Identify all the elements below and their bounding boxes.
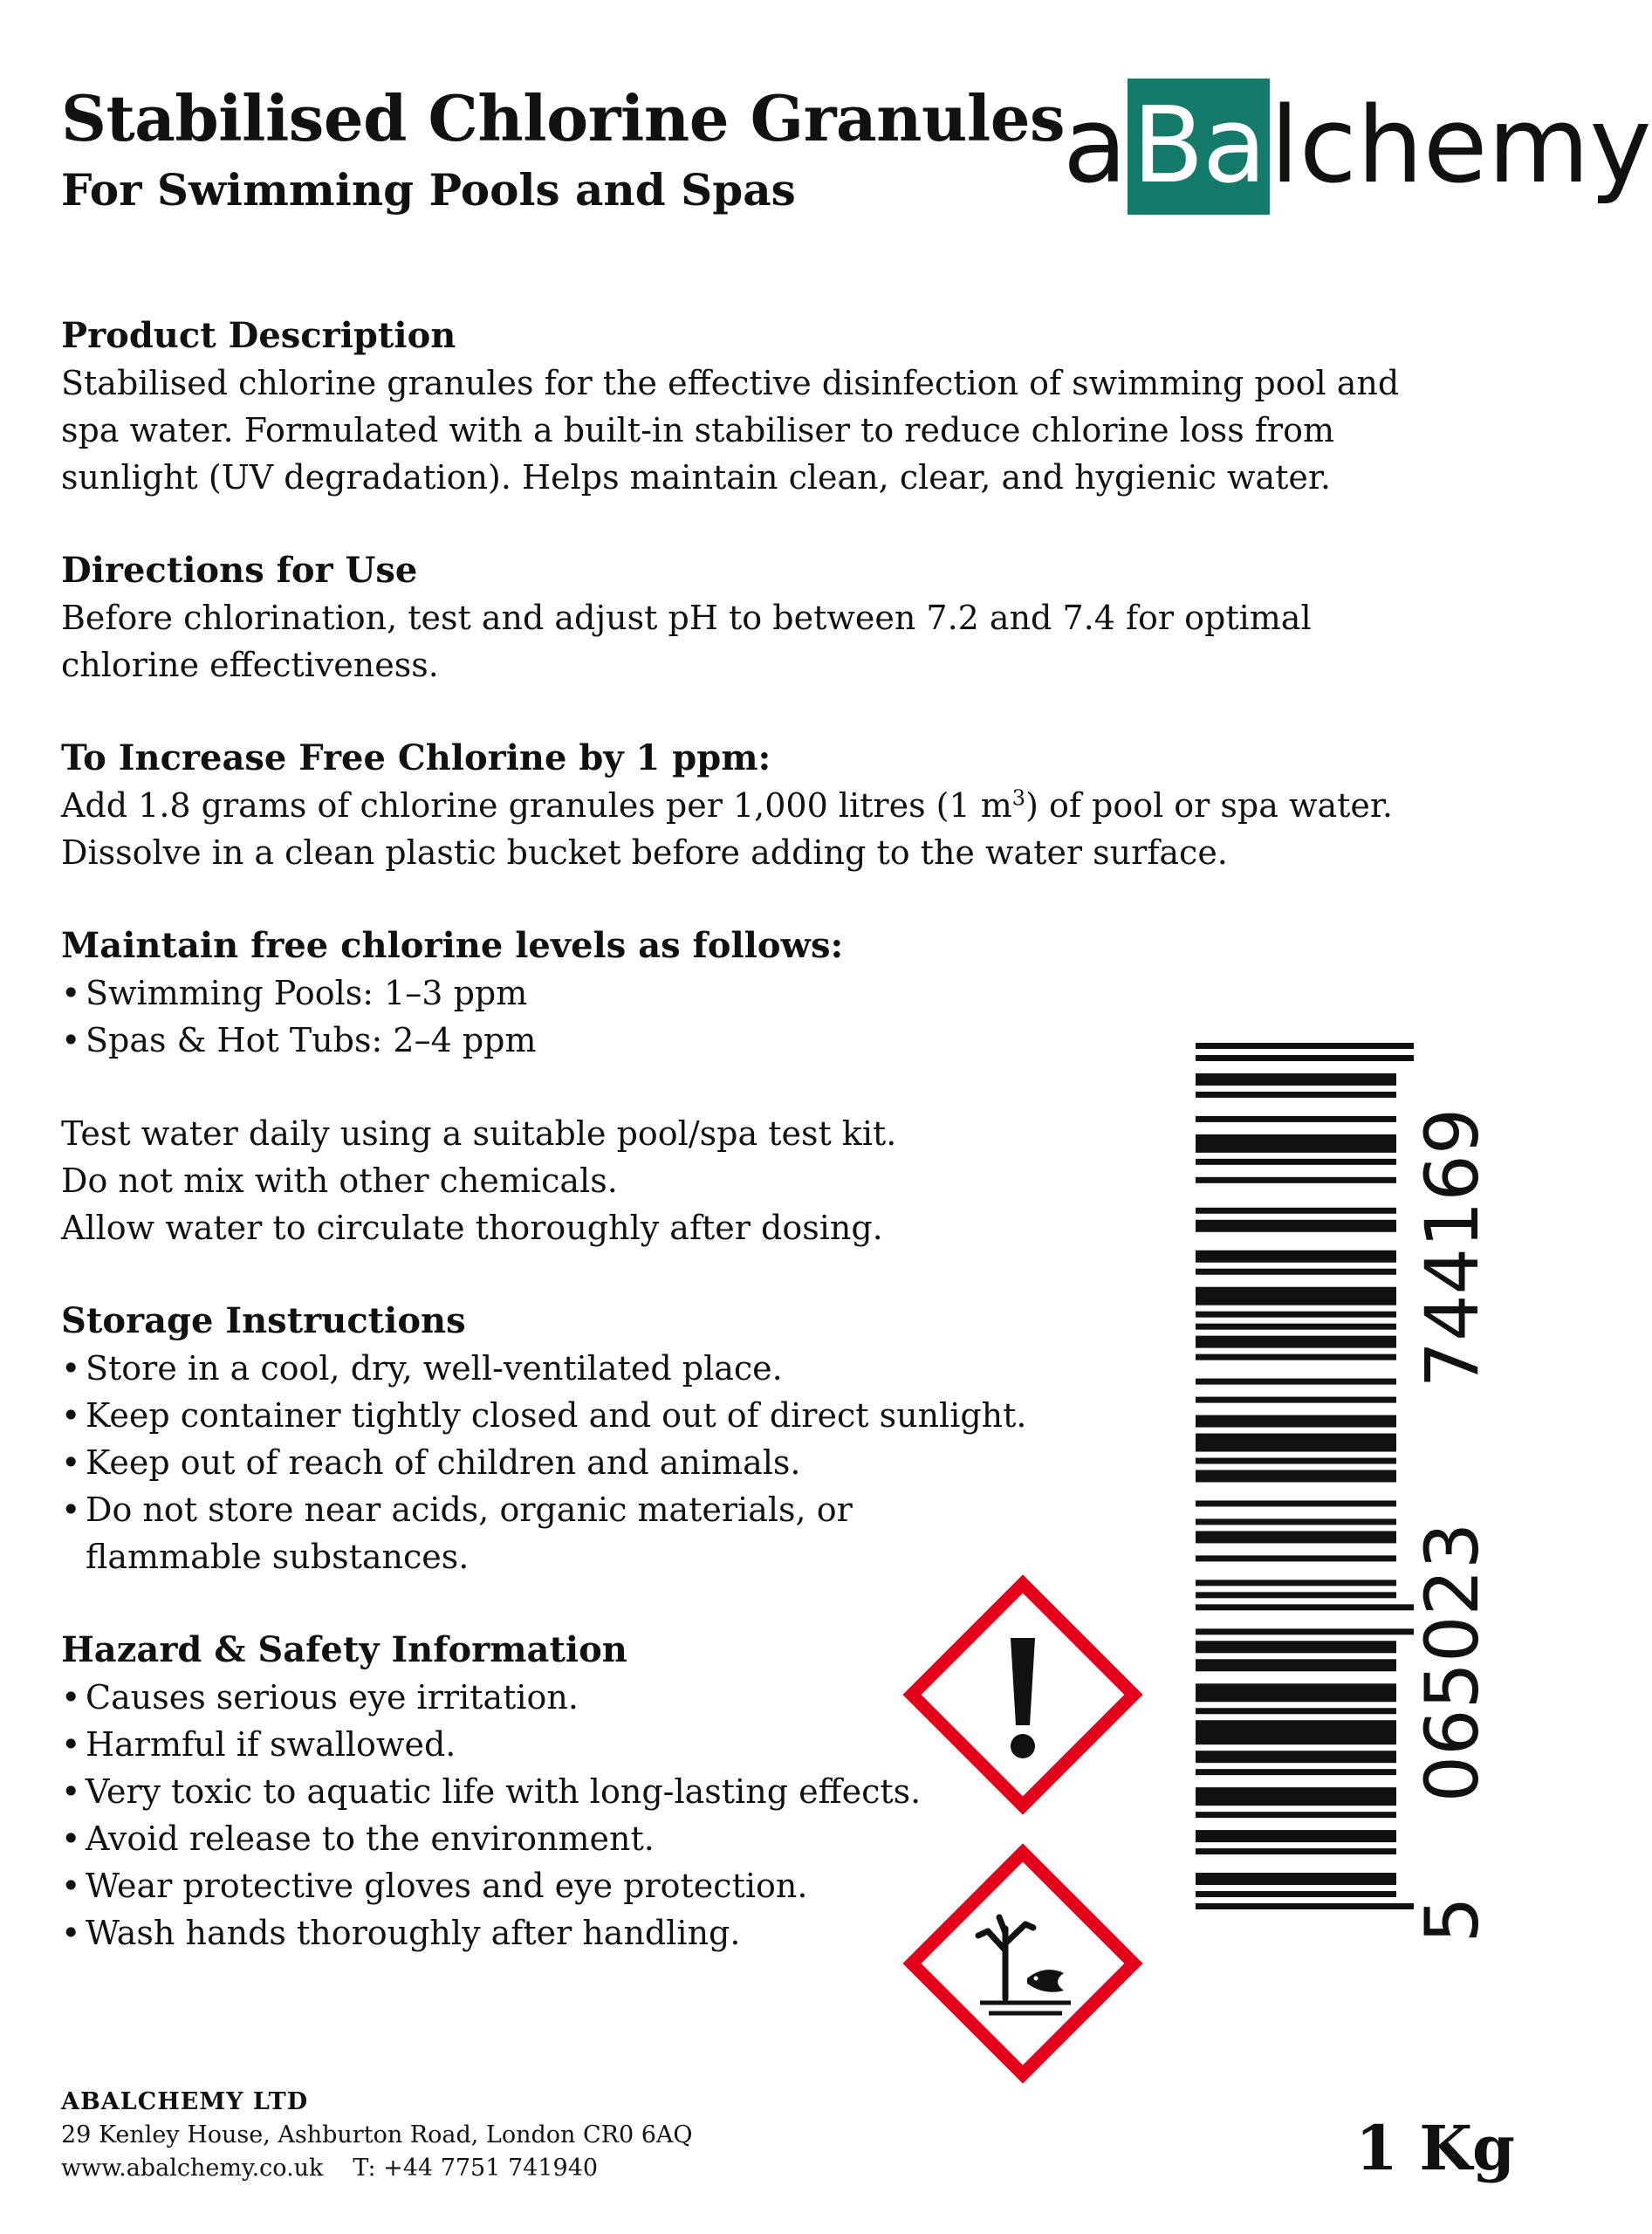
increase-chlorine-heading: To Increase Free Chlorine by 1 ppm: [61, 737, 771, 778]
directions-text: Before chlorination, test and adjust pH to between 7.2 and 7.4 for optimal chlorine effectiveness. [61, 599, 1312, 684]
barcode-bar [1196, 1830, 1396, 1842]
barcode-bar [1196, 1641, 1396, 1653]
barcode-bar [1196, 1555, 1396, 1561]
barcode-bar [1196, 1604, 1414, 1610]
barcode-bar [1196, 1287, 1396, 1305]
logo-suffix: lchemy [1270, 86, 1652, 207]
list-item: • Very toxic to aquatic life with long-lasting effects. [61, 1768, 1422, 1815]
barcode-bar [1196, 1518, 1396, 1525]
cubic-superscript: 3 [1011, 785, 1026, 811]
barcode-bar [1196, 1116, 1396, 1122]
barcode-bar [1196, 1379, 1396, 1385]
barcode-right-group: 744169 [1409, 1107, 1495, 1388]
product-description-heading: Product Description [61, 315, 456, 356]
logo-highlight-box: Ba [1128, 79, 1271, 215]
barcode-bar [1196, 1873, 1396, 1885]
barcode-bar [1196, 1720, 1396, 1744]
barcode-bar [1196, 1434, 1396, 1452]
dosage-text-end: ) of pool or spa water. [1025, 786, 1393, 825]
ghs-environment-icon [905, 1846, 1141, 2081]
logo-prefix: a [1063, 86, 1128, 207]
barcode-bar [1196, 1580, 1396, 1586]
barcode-bar [1196, 1092, 1396, 1098]
ghs-exclamation-icon [905, 1577, 1141, 1813]
barcode-bar [1196, 1683, 1396, 1702]
maintain-levels-heading: Maintain free chlorine levels as follows: [61, 925, 844, 966]
product-description-text: Stabilised chlorine granules for the effective disinfection of swimming pool and spa water. Formulated with a built-in stabiliser to reduce chlorine loss from sunlight (UV degradation). Helps maintain clean, clear, and hygienic water. [61, 364, 1400, 497]
increase-chlorine-section [61, 735, 1422, 876]
barcode-bar [1196, 1751, 1396, 1763]
barcode-bar [1196, 1787, 1396, 1806]
barcode-bar [1196, 1177, 1396, 1183]
company-footer [61, 2086, 693, 2185]
barcode-bar [1196, 1891, 1396, 1897]
directions-heading: Directions for Use [61, 550, 418, 591]
barcode-bar [1196, 1251, 1396, 1263]
net-weight: 1 Kg [1355, 2112, 1515, 2184]
barcode-bar [1196, 1073, 1396, 1086]
usage-note: Allow water to circulate thoroughly after dosing. [61, 1209, 883, 1247]
storage-heading: Storage Instructions [61, 1300, 466, 1341]
barcode-left-group: 065023 [1409, 1522, 1495, 1803]
list-item: • Harmful if swallowed. [61, 1721, 1422, 1768]
list-item: • Keep out of reach of children and animals. [61, 1439, 1028, 1486]
list-item: • Keep container tightly closed and out of direct sunlight. [61, 1392, 1028, 1439]
barcode-bar [1196, 1500, 1396, 1506]
company-phone: T: +44 7751 741940 [353, 2155, 599, 2182]
list-item: • Avoid release to the environment. [61, 1815, 1422, 1862]
barcode-bar [1196, 1628, 1414, 1634]
dissolve-text: Dissolve in a clean plastic bucket before adding to the water surface. [61, 833, 1228, 872]
barcode-bar [1196, 1269, 1396, 1275]
product-barcode [1196, 1043, 1495, 1968]
company-address: 29 Kenley House, Ashburton Road, London CR0 6AQ [61, 2121, 693, 2148]
barcode-bar [1196, 1592, 1396, 1598]
barcode-bar [1196, 1312, 1396, 1318]
barcode-bar [1196, 1397, 1396, 1403]
barcode-bar [1196, 1043, 1414, 1049]
barcode-bar [1196, 1415, 1396, 1428]
usage-note: Test water daily using a suitable pool/spa test kit. [61, 1114, 897, 1153]
list-item: • Wash hands thoroughly after handling. [61, 1909, 1422, 1956]
list-item: • Swimming Pools: 1–3 ppm [61, 970, 1422, 1017]
barcode-bar [1196, 1354, 1396, 1360]
barcode-first-digit: 5 [1409, 1896, 1495, 1943]
dosage-text-start: Add 1.8 grams of chlorine granules per 1,000 litres (1 m [61, 786, 1012, 825]
barcode-bar [1196, 1769, 1396, 1775]
barcode-bar [1196, 1848, 1396, 1854]
usage-note: Do not mix with other chemicals. [61, 1162, 618, 1200]
list-item: • Causes serious eye irritation. [61, 1674, 1422, 1721]
product-description-section [61, 312, 1422, 501]
barcode-bar [1196, 1812, 1396, 1818]
barcode-bar [1196, 1470, 1396, 1483]
barcode-bar [1196, 1458, 1396, 1464]
barcode-bar [1196, 1208, 1396, 1214]
company-name: ABALCHEMY LTD [61, 2088, 309, 2115]
barcode-bar [1196, 1134, 1396, 1153]
list-item: • Store in a cool, dry, well-ventilated place. [61, 1345, 1028, 1392]
barcode-bar [1196, 1336, 1396, 1348]
directions-section [61, 547, 1422, 689]
barcode-bar [1196, 1659, 1396, 1671]
hazard-heading: Hazard & Safety Information [61, 1629, 627, 1670]
list-item: • Wear protective gloves and eye protection. [61, 1862, 1422, 1909]
barcode-bar [1196, 1055, 1414, 1061]
company-website: www.abalchemy.co.uk [61, 2155, 324, 2182]
brand-logo [1063, 79, 1652, 215]
barcode-bar [1196, 1903, 1414, 1909]
barcode-bar [1196, 1531, 1396, 1543]
list-item: • Spas & Hot Tubs: 2–4 ppm [61, 1017, 1422, 1064]
dosage-text [61, 782, 1422, 829]
barcode-bar [1196, 1324, 1396, 1330]
contact-line [61, 2152, 693, 2185]
barcode-bar [1196, 1159, 1396, 1165]
product-title: Stabilised Chlorine Granules [61, 81, 1066, 155]
list-item: • Do not store near acids, organic materials, or flammable substances. [61, 1486, 1028, 1580]
barcode-bar [1196, 1708, 1396, 1714]
barcode-bar [1196, 1220, 1396, 1232]
product-subtitle: For Swimming Pools and Spas [61, 164, 796, 216]
